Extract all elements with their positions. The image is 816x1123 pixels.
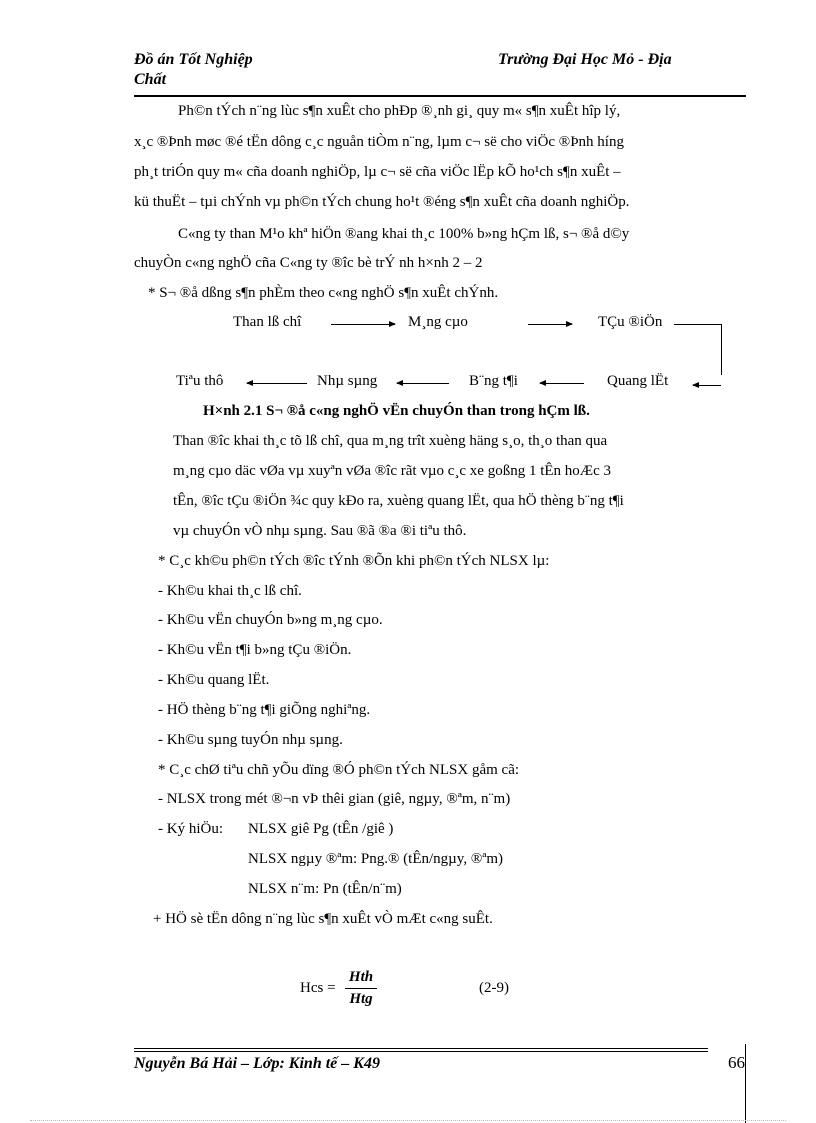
diagram-arrow	[693, 385, 721, 386]
diagram-arrow	[247, 383, 307, 384]
figure-caption: H×nh 2.1 S¬ ®å c«ng nghÖ vËn chuyÓn than trong hÇm lß.	[203, 403, 590, 419]
formula-numerator: Hth	[348, 969, 374, 985]
diagram-node-coal-face: Than lß chî	[233, 314, 302, 330]
diagram-node-electric-locomotive: TÇu ®iÖn	[598, 314, 663, 330]
formula-reference: (2-9)	[479, 980, 509, 996]
symbol-def: NLSX ngµy ®ªm: Png.® (tÊn/ngµy, ®ªm)	[248, 851, 504, 867]
list-item: - Kh©u vËn chuyÓn b»ng m¸ng cµo.	[158, 612, 383, 628]
list-item: - HÖ thèng b¨ng t¶i giÕng nghiªng.	[158, 702, 371, 718]
formula-fraction-bar	[345, 988, 377, 989]
diagram-arrow	[540, 383, 584, 384]
diagram-node-tipper: Quang lËt	[607, 373, 669, 389]
body-text-line: Ph©n tÝch n¨ng lùc s¶n xuÊt cho phÐp ®¸nh gi¸ quy m« s¶n xuÊt hîp lý,	[178, 103, 621, 119]
bullet-text: * S¬ ®å dßng s¶n phÈm theo c«ng nghÖ s¶n xuÊt chÝnh.	[148, 285, 499, 301]
formula-fraction	[345, 969, 377, 1008]
diagram-node-consumption: Tiªu thô	[176, 373, 224, 389]
header-title-right: Trường Đại Học Mỏ - Địa	[498, 51, 672, 68]
body-text-line: chuyÒn c«ng nghÖ cña C«ng ty ®îc bè trÝ nh h×nh 2 – 2	[134, 255, 483, 271]
diagram-connector	[674, 324, 722, 325]
list-item: - Kh©u quang lËt.	[158, 672, 270, 688]
diagram-node-scraper-conveyor: M¸ng cµo	[408, 314, 468, 330]
body-text-line: tÊn, ®îc tÇu ®iÖn ¾c quy kÐo ra, xuèng quang lËt, qua hÖ thèng b¨ng t¶i	[173, 493, 624, 509]
bullet-text: * C¸c kh©u ph©n tÝch ®îc tÝnh ®Õn khi ph©n tÝch NLSX lµ:	[158, 553, 550, 569]
bullet-text: * C¸c chØ tiªu chñ yÕu dïng ®Ó ph©n tÝch NLSX gåm cã:	[158, 762, 520, 778]
body-text-line: vµ chuyÓn vÒ nhµ sµng. Sau ®ã ®a ®i tiªu thô.	[173, 523, 467, 539]
formula-lhs: Hcs =	[300, 980, 336, 996]
body-text-line: C«ng ty than M¹o khª hiÖn ®ang khai th¸c 100% b»ng hÇm lß, s¬ ®å d©y	[178, 226, 630, 242]
diagram-arrow	[397, 383, 449, 384]
diagram-node-belt-conveyor: B¨ng t¶i	[469, 373, 518, 389]
diagram-arrow	[331, 324, 395, 325]
symbol-def: NLSX giê Pg (tÊn /giê )	[248, 821, 394, 837]
body-text-line: m¸ng cµo däc vØa vµ xuyªn vØa ®îc rãt vµo c¸c xe goßng 1 tÊn hoÆc 3	[173, 463, 612, 479]
body-text-line: ph¸t triÓn quy m« cña doanh nghiÖp, lµ c¬ së cña viÖc lËp kÕ ho¹ch s¶n xuÊt –	[134, 164, 621, 180]
list-item: - Kh©u sµng tuyÓn nhµ sµng.	[158, 732, 343, 748]
symbol-def: NLSX n¨m: Pn (tÊn/n¨m)	[248, 881, 402, 897]
page-edge-dotted	[30, 1120, 786, 1121]
diagram-connector	[721, 324, 722, 375]
list-item: - Kh©u vËn t¶i b»ng tÇu ®iÖn.	[158, 642, 352, 658]
list-item: - Kh©u khai th¸c lß chî.	[158, 583, 302, 599]
header-title-left: Đồ án Tốt Nghiệp	[134, 51, 253, 68]
header-rule	[134, 95, 746, 97]
body-text-line: Than ®îc khai th¸c tõ lß chî, qua m¸ng trît xuèng häng s¸o, th¸o than qua	[173, 433, 608, 449]
symbol-label: - Ký hiÖu:	[158, 821, 223, 837]
header-title-left-cont: Chất	[134, 71, 167, 88]
right-margin-rule	[745, 1044, 746, 1123]
diagram-node-screening-plant: Nhµ sµng	[317, 373, 378, 389]
body-text-line: kü thuËt – tµi chÝnh vµ ph©n tÝch chung ho¹t ®éng s¶n xuÊt cña doanh nghiÖp.	[134, 194, 630, 210]
footer-rule	[134, 1048, 708, 1049]
body-text-line: + HÖ sè tËn dông n¨ng lùc s¶n xuÊt vÒ mÆt c«ng suÊt.	[153, 911, 493, 927]
diagram-arrow	[528, 324, 572, 325]
footer-author: Nguyễn Bá Hải – Lớp: Kinh tế – K49	[134, 1055, 380, 1072]
page-number: 66	[728, 1053, 745, 1072]
formula-denominator: Htg	[349, 991, 373, 1007]
body-text-line: x¸c ®Þnh møc ®é tËn dông c¸c nguån tiÒm n¨ng, lµm c¬ së cho viÖc ®Þnh híng	[134, 134, 624, 150]
body-text-line: - NLSX trong mét ®¬n vÞ thêi gian (giê, ngµy, ®ªm, n¨m)	[158, 791, 511, 807]
footer-rule	[134, 1051, 708, 1052]
